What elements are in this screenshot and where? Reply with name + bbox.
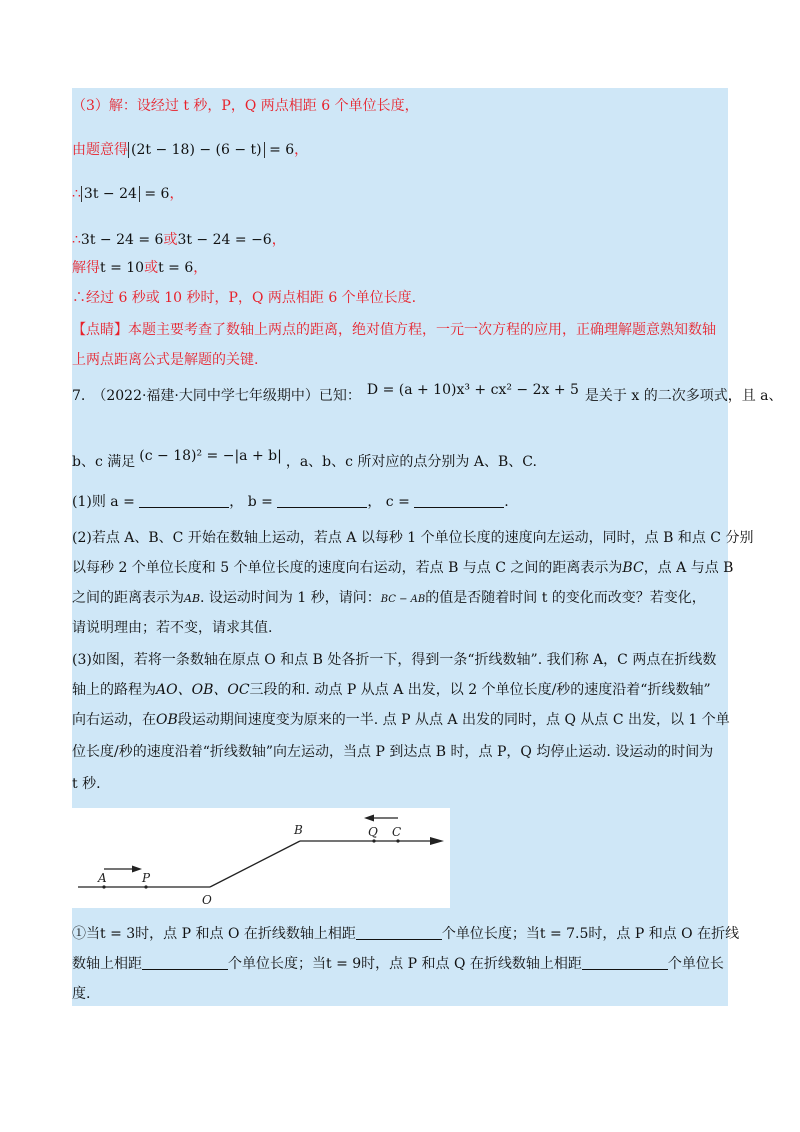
answer-blank-t3[interactable] bbox=[356, 925, 442, 940]
abs-expression-2: 3t − 24 bbox=[81, 186, 140, 202]
answer-t-6: t = 6 bbox=[158, 260, 194, 276]
axis-arrowhead bbox=[430, 837, 444, 845]
point-q bbox=[372, 839, 375, 842]
solution-line-4-end: ， bbox=[271, 232, 286, 248]
part3-line-2-pre: 轴上的路程为 bbox=[72, 682, 156, 698]
part2-line-4: 请说明理由；若不变，请求其值. bbox=[72, 620, 273, 636]
point-a bbox=[102, 885, 105, 888]
sub2-end: 个单位长 bbox=[667, 956, 724, 972]
part1-line bbox=[72, 492, 509, 512]
part3-line-5: t 秒. bbox=[72, 776, 101, 792]
segments-expression: AO、OB、OC bbox=[156, 682, 250, 698]
part2-line-3-post: 的值是否随着时间 t 的变化而改变？若变化， bbox=[425, 590, 706, 606]
solution-line-2-pre: 由题意得 bbox=[72, 142, 128, 158]
sub1-end: 时，点 P 和点 O 在折线 bbox=[588, 926, 740, 942]
part3-line-4: 位长度/秒的速度沿着“折线数轴”向左运动，当点 P 到达点 B 时，点 P，Q 均停止运动. 设运动的时间为 bbox=[72, 744, 714, 760]
part3-line-3-pre: 向右运动，在 bbox=[72, 712, 156, 728]
polynomial-expression: D = (a + 10)x³ + cx² − 2x + 5 bbox=[366, 382, 579, 398]
equation-rhs-1: = 6 bbox=[269, 142, 295, 158]
sub1-pre: ①当 bbox=[72, 926, 100, 942]
part2-line-1: (2)若点 A、B、C 开始在数轴上运动，若点 A 以每秒 1 个单位长度的速度向左运动，同时，点 B 和点 C 分别 bbox=[72, 530, 754, 546]
part2-line-3-pre: 之间的距离表示为 bbox=[72, 590, 184, 606]
solution-conclusion: ∴经过 6 秒或 10 秒时，P，Q 两点相距 6 个单位长度. bbox=[72, 290, 417, 306]
part3-line-3 bbox=[72, 710, 730, 730]
comment-line-2: 上两点距离公式是解题的关键. bbox=[72, 352, 259, 368]
problem7-line-2-post: ，a、b、c 所对应的点分别为 A、B、C. bbox=[285, 454, 537, 470]
point-p bbox=[144, 885, 147, 888]
problem7-line-2-pre: b、c 满足 bbox=[72, 454, 136, 470]
part2-line-2 bbox=[72, 558, 733, 578]
therefore-symbol-2: ∴ bbox=[72, 232, 81, 248]
content-panel bbox=[72, 88, 783, 1006]
answer-blank-t9[interactable] bbox=[582, 955, 668, 970]
answer-blank-c[interactable] bbox=[414, 493, 504, 508]
sub1-line-1 bbox=[72, 924, 739, 944]
ab-symbol: AB bbox=[184, 592, 201, 605]
bc-minus-ab-expression: BC − AB bbox=[380, 594, 426, 605]
problem7-line-1 bbox=[72, 382, 783, 406]
sub1-mid-2: 个单位长度；当 bbox=[441, 926, 540, 942]
part1-pre: (1)则 bbox=[72, 494, 106, 510]
part1-end: . bbox=[504, 494, 509, 510]
t-equals-3: t = 3 bbox=[100, 926, 136, 942]
solution-line-2-end: ， bbox=[294, 142, 309, 158]
part1-a-label: a = bbox=[110, 494, 135, 510]
solution-line-1: （3）解：设经过 t 秒，P，Q 两点相距 6 个单位长度， bbox=[72, 98, 419, 114]
part1-sep-2: ， bbox=[367, 494, 382, 510]
solution-line-2 bbox=[72, 140, 308, 160]
part3-line-2 bbox=[72, 680, 711, 700]
sub2-pre: 数轴上相距 bbox=[72, 956, 142, 972]
equation-rhs-2: = 6 bbox=[144, 186, 170, 202]
solution-line-5-pre: 解得 bbox=[72, 260, 100, 276]
solution-line-4 bbox=[72, 230, 286, 250]
label-a: A bbox=[98, 871, 107, 885]
label-b: B bbox=[294, 823, 303, 837]
arrow-left-head bbox=[364, 815, 374, 822]
therefore-symbol-1: ∴ bbox=[72, 186, 81, 202]
arrow-right-head bbox=[132, 866, 142, 873]
ob-symbol: OB bbox=[156, 712, 178, 728]
part3-line-3-post: 段运动期间速度变为原来的一半. 点 P 从点 A 出发的同时，点 Q 从点 C 出发，以 1 个单 bbox=[177, 712, 730, 728]
part2-line-2-pre: 以每秒 2 个单位长度和 5 个单位长度的速度向右运动，若点 B 与点 C 之间的距离表示为 bbox=[72, 560, 623, 576]
answer-blank-b[interactable] bbox=[277, 493, 367, 508]
part3-line-2-post: 三段的和. 动点 P 从点 A 出发，以 2 个单位长度/秒的速度沿着“折线数轴” bbox=[249, 682, 711, 698]
axis-segment-ob bbox=[210, 841, 300, 887]
label-p: P bbox=[142, 871, 151, 885]
sub1-line-2 bbox=[72, 954, 724, 974]
answer-t-10: t = 10 bbox=[100, 260, 145, 276]
part2-line-3-mid: . 设运动时间为 1 秒，请问： bbox=[200, 590, 381, 606]
sub2-mid-1: 个单位长度；当 bbox=[228, 956, 326, 972]
point-c bbox=[396, 839, 399, 842]
abs-expression-1: (2t − 18) − (6 − t) bbox=[128, 142, 265, 158]
solution-line-5-end: ， bbox=[193, 260, 208, 276]
part1-sep-1: ， bbox=[229, 494, 244, 510]
solution-line-3 bbox=[72, 184, 183, 204]
label-q: Q bbox=[368, 825, 378, 839]
sub1-line-3: 度. bbox=[72, 986, 91, 1002]
equation-case-2: 3t − 24 = −6 bbox=[177, 232, 272, 248]
sub1-mid-1: 时，点 P 和点 O 在折线数轴上相距 bbox=[135, 926, 356, 942]
solution-line-3-end: ， bbox=[169, 186, 184, 202]
part2-line-3 bbox=[72, 588, 706, 610]
t-equals-7-5: t = 7.5 bbox=[539, 926, 589, 942]
solution-line-5 bbox=[72, 258, 207, 278]
or-word-1: 或 bbox=[163, 232, 178, 248]
label-c: C bbox=[392, 825, 402, 839]
condition-expression: (c − 18)² = −|a + b| bbox=[139, 448, 282, 464]
problem7-line-2 bbox=[72, 448, 537, 472]
t-equals-9: t = 9 bbox=[326, 956, 362, 972]
equation-case-1: 3t − 24 = 6 bbox=[80, 232, 164, 248]
part3-line-1: (3)如图，若将一条数轴在原点 O 和点 B 处各折一下，得到一条“折线数轴”. 我们称 A，C 两点在折线数 bbox=[72, 652, 717, 668]
part1-b-label: b = bbox=[247, 494, 273, 510]
part1-c-label: c = bbox=[385, 494, 410, 510]
problem7-line-1-post: 是关于 x 的二次多项式，且 a、 bbox=[584, 388, 783, 404]
sub2-mid-2: 时，点 P 和点 Q 在折线数轴上相距 bbox=[361, 956, 582, 972]
answer-blank-t7-5[interactable] bbox=[142, 955, 228, 970]
folded-number-line-diagram bbox=[72, 808, 450, 908]
label-o: O bbox=[202, 893, 212, 907]
or-word-2: 或 bbox=[144, 260, 159, 276]
part2-line-2-post: ，点 A 与点 B bbox=[643, 560, 734, 576]
folded-number-line-svg bbox=[72, 808, 450, 908]
problem7-number-source: 7. （2022·福建·大同中学七年级期中）已知： bbox=[72, 388, 361, 404]
bc-symbol: BC bbox=[622, 560, 644, 576]
comment-line-1: 【点睛】本题主要考查了数轴上两点的距离，绝对值方程，一元一次方程的应用，正确理解题意熟知数轴 bbox=[72, 322, 716, 338]
answer-blank-a[interactable] bbox=[139, 493, 229, 508]
